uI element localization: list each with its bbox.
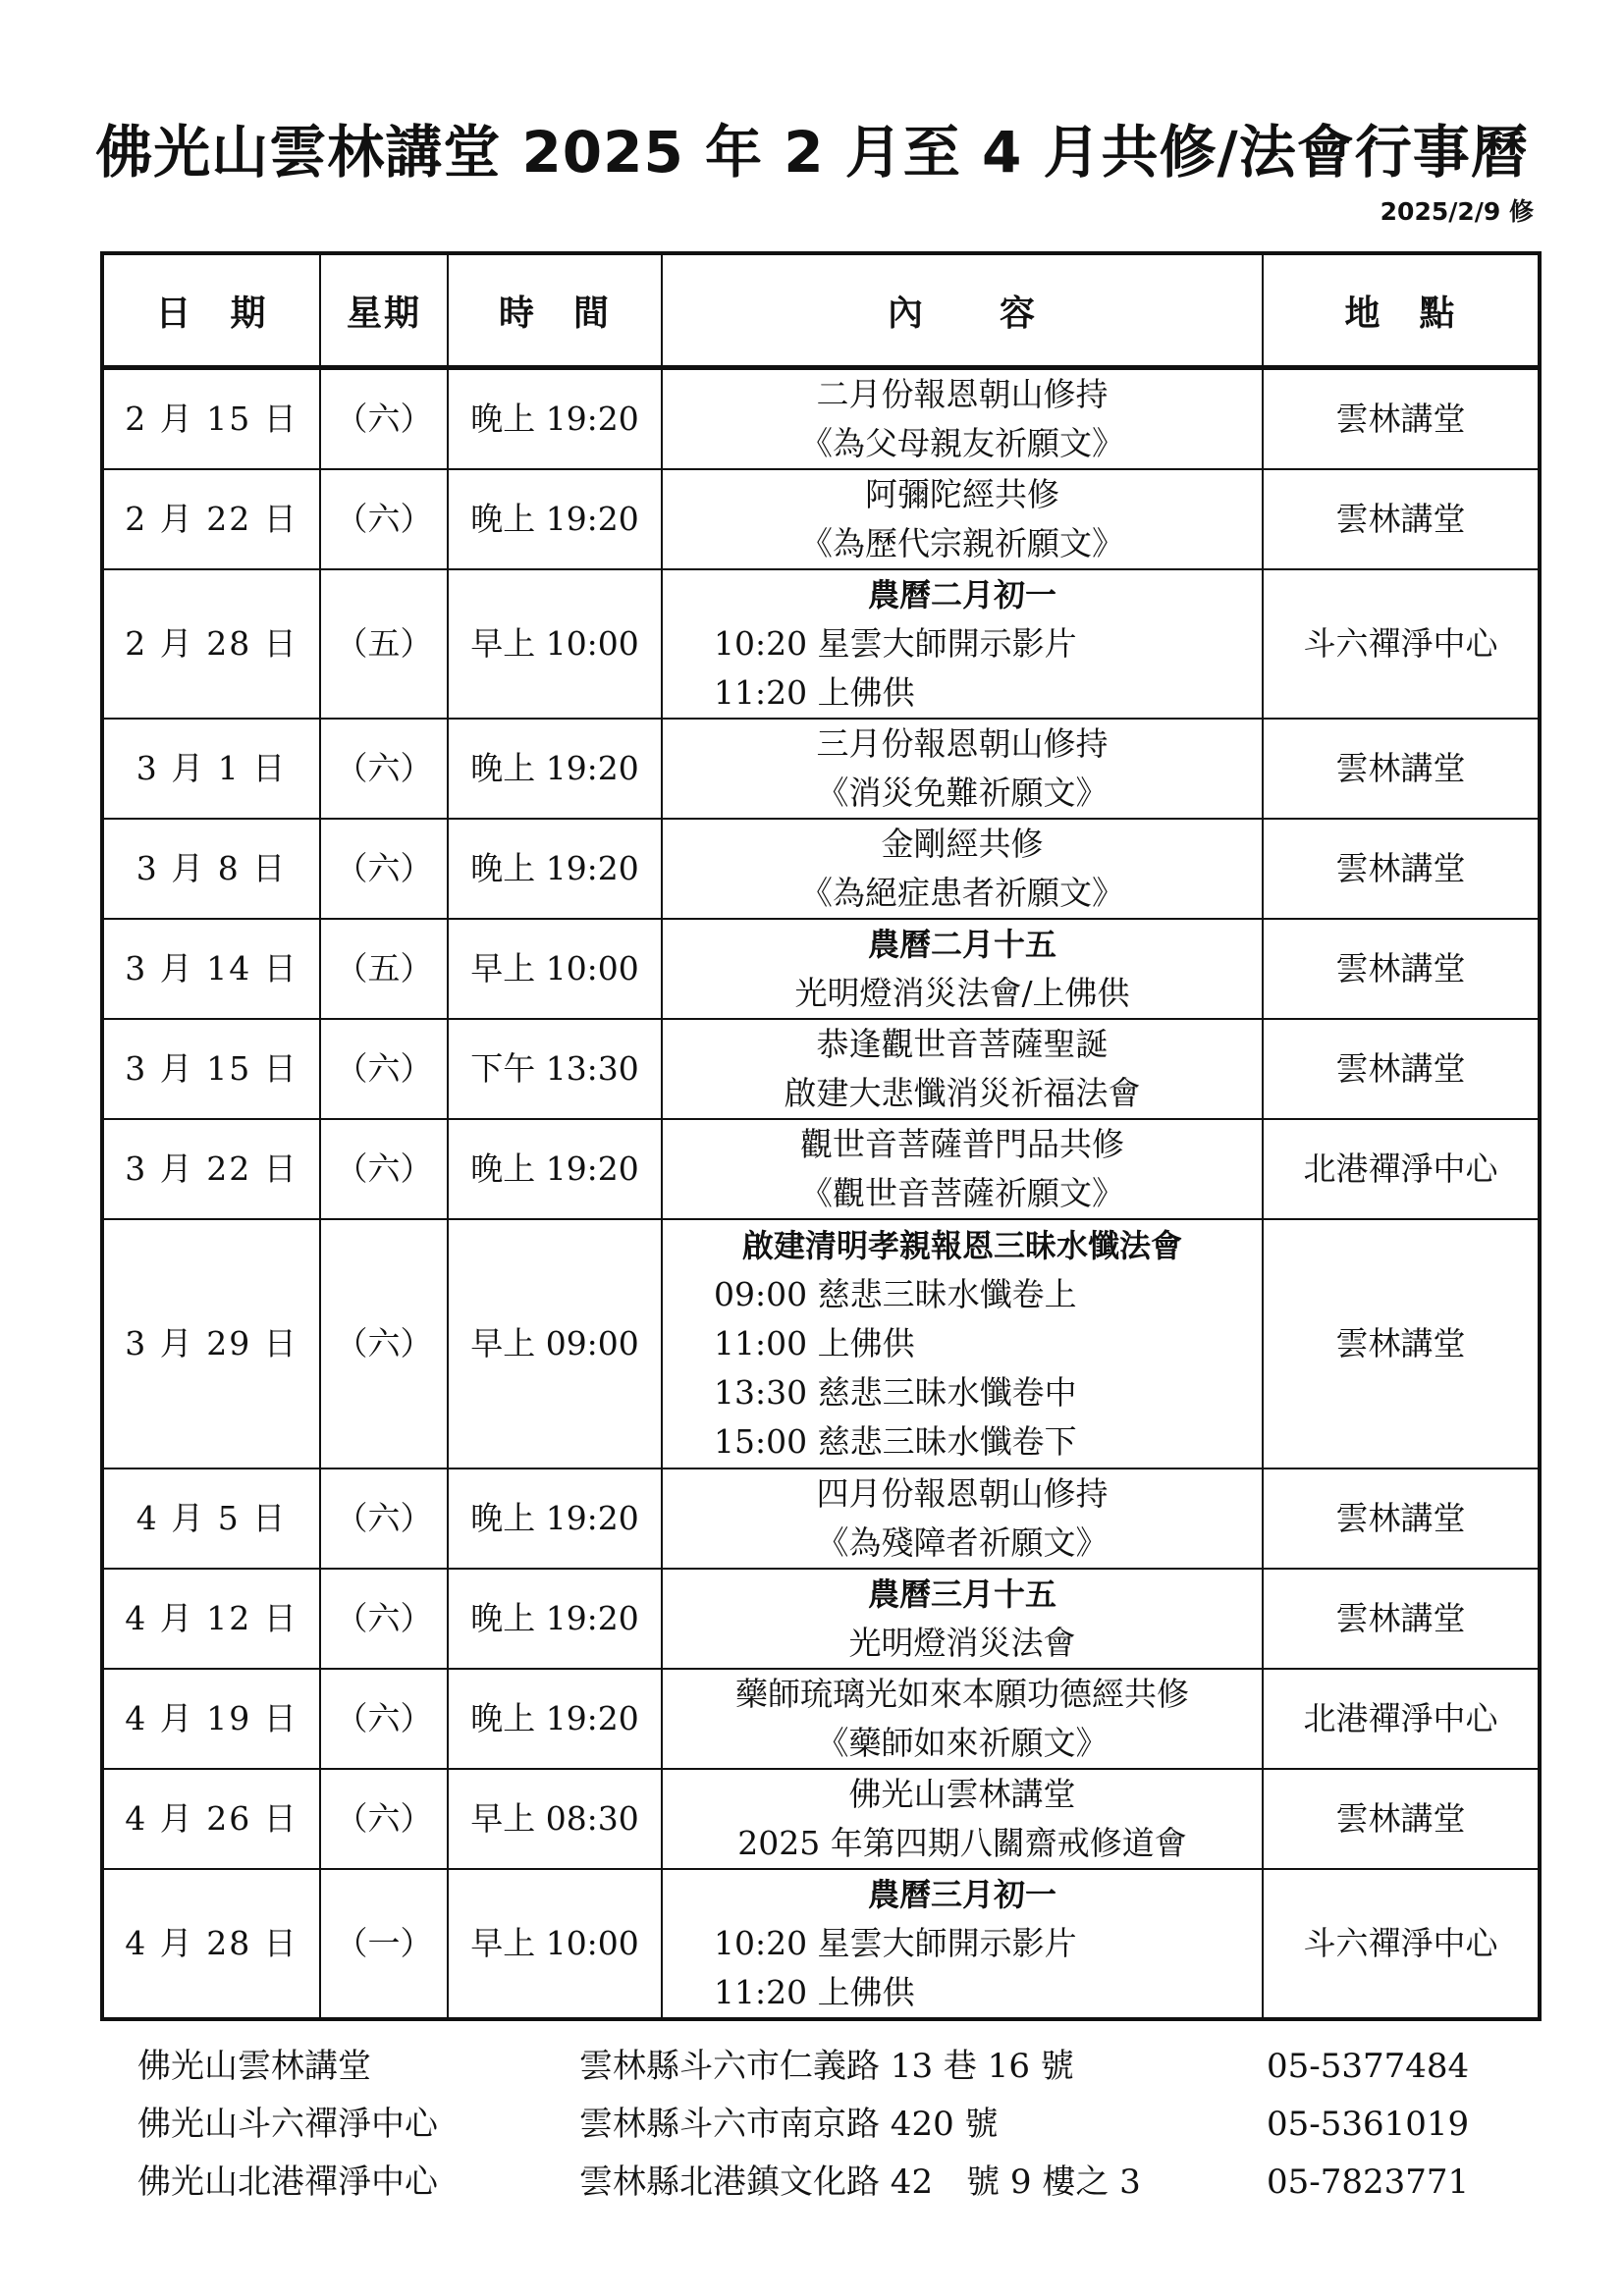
contact-name: 佛光山斗六禪淨中心	[137, 2105, 438, 2144]
row-date: 4 月 28 日	[102, 1869, 320, 2019]
row-place: 北港禪淨中心	[1263, 1669, 1540, 1769]
table-row	[102, 368, 1540, 470]
row-content	[662, 1468, 1263, 1569]
row-content	[662, 569, 1263, 719]
row-time: 晚上 19:20	[448, 1669, 662, 1769]
row-time: 早上 09:00	[448, 1219, 662, 1468]
content-line: 光明燈消災法會	[848, 1624, 1076, 1662]
content-line: 農曆三月初一	[867, 1876, 1056, 1913]
row-content	[662, 819, 1263, 919]
table-row	[102, 469, 1540, 569]
table-row	[102, 1119, 1540, 1219]
content-line: 11:20 上佛供	[714, 1973, 915, 2011]
row-date: 3 月 22 日	[102, 1119, 320, 1219]
row-weekday: （五）	[320, 569, 448, 719]
contact-phone: 05-5361019	[1267, 2105, 1470, 2144]
row-time: 早上 10:00	[448, 919, 662, 1019]
row-time: 下午 13:30	[448, 1019, 662, 1119]
table-row	[102, 1669, 1540, 1769]
row-date: 2 月 15 日	[102, 368, 320, 470]
contact-phone: 05-7823771	[1267, 2163, 1470, 2202]
content-line: 15:00 慈悲三昧水懺卷下	[714, 1422, 1077, 1461]
row-place: 斗六禪淨中心	[1263, 1869, 1540, 2019]
contact-phone: 05-5377484	[1267, 2047, 1470, 2086]
content-line: 2025 年第四期八關齋戒修道會	[737, 1824, 1187, 1862]
row-weekday: （六）	[320, 1019, 448, 1119]
row-weekday: （六）	[320, 469, 448, 569]
content-line: 農曆二月初一	[867, 576, 1056, 614]
row-content	[662, 1669, 1263, 1769]
header-time: 時 間	[448, 253, 662, 368]
content-line: 啟建清明孝親報恩三昧水懺法會	[741, 1227, 1182, 1264]
row-date: 2 月 22 日	[102, 469, 320, 569]
row-content	[662, 368, 1263, 470]
header-place: 地 點	[1263, 253, 1540, 368]
row-content	[662, 1869, 1263, 2019]
content-line: 二月份報恩朝山修持	[816, 375, 1109, 413]
row-place: 北港禪淨中心	[1263, 1119, 1540, 1219]
content-line: 啟建大悲懺消災祈福法會	[784, 1074, 1141, 1112]
row-content	[662, 1219, 1263, 1468]
row-weekday: （六）	[320, 368, 448, 470]
row-weekday: （五）	[320, 919, 448, 1019]
row-place: 斗六禪淨中心	[1263, 569, 1540, 719]
row-weekday: （一）	[320, 1869, 448, 2019]
row-time: 晚上 19:20	[448, 469, 662, 569]
content-line: 三月份報恩朝山修持	[816, 724, 1109, 763]
row-place: 雲林講堂	[1263, 1019, 1540, 1119]
contact-row	[137, 2154, 1532, 2212]
content-line: 《消災免難祈願文》	[816, 774, 1109, 812]
content-line: 10:20 星雲大師開示影片	[714, 1924, 1077, 1962]
table-row	[102, 1569, 1540, 1669]
row-date: 4 月 12 日	[102, 1569, 320, 1669]
contact-row	[137, 2038, 1532, 2096]
content-line: 11:00 上佛供	[714, 1324, 915, 1362]
row-weekday: （六）	[320, 819, 448, 919]
page-title: 佛光山雲林講堂 2025 年 2 月至 4 月共修/法會行事曆	[95, 119, 1529, 186]
table-row	[102, 919, 1540, 1019]
row-place: 雲林講堂	[1263, 919, 1540, 1019]
row-date: 3 月 14 日	[102, 919, 320, 1019]
row-date: 4 月 19 日	[102, 1669, 320, 1769]
row-time: 早上 10:00	[448, 1869, 662, 2019]
row-weekday: （六）	[320, 1468, 448, 1569]
content-line: 13:30 慈悲三昧水懺卷中	[714, 1373, 1077, 1412]
header-weekday: 星期	[320, 253, 448, 368]
schedule-table	[100, 251, 1542, 2021]
row-weekday: （六）	[320, 1569, 448, 1669]
table-row	[102, 1219, 1540, 1468]
revision-note: 2025/2/9 修	[1380, 197, 1534, 226]
content-line: 10:20 星雲大師開示影片	[714, 624, 1077, 663]
row-content	[662, 919, 1263, 1019]
content-line: 《觀世音菩薩祈願文》	[800, 1174, 1124, 1212]
row-time: 晚上 19:20	[448, 1569, 662, 1669]
content-line: 藥師琉璃光如來本願功德經共修	[735, 1675, 1189, 1713]
table-row	[102, 569, 1540, 719]
content-line: 09:00 慈悲三昧水懺卷上	[714, 1275, 1077, 1313]
row-weekday: （六）	[320, 1669, 448, 1769]
content-line: 《為父母親友祈願文》	[800, 424, 1124, 462]
contact-name: 佛光山雲林講堂	[137, 2047, 371, 2086]
header-date: 日 期	[102, 253, 320, 368]
row-content	[662, 719, 1263, 819]
row-time: 早上 08:30	[448, 1769, 662, 1869]
row-time: 晚上 19:20	[448, 368, 662, 470]
row-date: 3 月 8 日	[102, 819, 320, 919]
row-date: 3 月 15 日	[102, 1019, 320, 1119]
content-line: 《為殘障者祈願文》	[816, 1523, 1109, 1562]
row-date: 4 月 5 日	[102, 1468, 320, 1569]
content-line: 《藥師如來祈願文》	[816, 1724, 1109, 1762]
header-content: 內 容	[662, 253, 1263, 368]
table-row	[102, 819, 1540, 919]
content-line: 農曆二月十五	[867, 926, 1056, 963]
row-place: 雲林講堂	[1263, 368, 1540, 470]
content-line: 《為絕症患者祈願文》	[800, 874, 1124, 912]
row-weekday: （六）	[320, 1769, 448, 1869]
row-weekday: （六）	[320, 1219, 448, 1468]
row-time: 早上 10:00	[448, 569, 662, 719]
contact-address: 雲林縣斗六市仁義路 13 巷 16 號	[579, 2047, 1074, 2086]
row-weekday: （六）	[320, 719, 448, 819]
content-line: 恭逢觀世音菩薩聖誕	[816, 1025, 1109, 1063]
row-date: 2 月 28 日	[102, 569, 320, 719]
row-place: 雲林講堂	[1263, 1468, 1540, 1569]
row-content	[662, 1119, 1263, 1219]
content-line: 觀世音菩薩普門品共修	[800, 1125, 1124, 1163]
row-date: 3 月 29 日	[102, 1219, 320, 1468]
contact-list	[137, 2038, 1532, 2212]
content-line: 佛光山雲林講堂	[848, 1775, 1076, 1813]
table-row	[102, 1869, 1540, 2019]
header-row	[102, 253, 1540, 368]
row-place: 雲林講堂	[1263, 469, 1540, 569]
contact-row	[137, 2096, 1532, 2154]
row-place: 雲林講堂	[1263, 1769, 1540, 1869]
row-time: 晚上 19:20	[448, 1468, 662, 1569]
contact-address: 雲林縣北港鎮文化路 42 號 9 樓之 3	[579, 2163, 1141, 2202]
row-place: 雲林講堂	[1263, 1219, 1540, 1468]
row-content	[662, 1019, 1263, 1119]
row-content	[662, 1569, 1263, 1669]
content-line: 農曆三月十五	[867, 1575, 1056, 1613]
row-place: 雲林講堂	[1263, 719, 1540, 819]
row-time: 晚上 19:20	[448, 1119, 662, 1219]
row-place: 雲林講堂	[1263, 819, 1540, 919]
row-time: 晚上 19:20	[448, 819, 662, 919]
schedule-body	[102, 368, 1540, 2020]
row-date: 4 月 26 日	[102, 1769, 320, 1869]
row-content	[662, 469, 1263, 569]
content-line: 《為歷代宗親祈願文》	[800, 524, 1124, 562]
contact-name: 佛光山北港禪淨中心	[137, 2163, 438, 2202]
schedule-header	[102, 253, 1540, 368]
content-line: 光明燈消災法會/上佛供	[794, 974, 1130, 1012]
row-date: 3 月 1 日	[102, 719, 320, 819]
content-line: 金剛經共修	[881, 825, 1044, 863]
contact-address: 雲林縣斗六市南京路 420 號	[579, 2105, 999, 2144]
content-line: 11:20 上佛供	[714, 673, 915, 712]
table-row	[102, 1019, 1540, 1119]
table-row	[102, 1769, 1540, 1869]
content-line: 阿彌陀經共修	[865, 475, 1059, 513]
content-line: 四月份報恩朝山修持	[816, 1474, 1109, 1513]
row-weekday: （六）	[320, 1119, 448, 1219]
row-content	[662, 1769, 1263, 1869]
table-row	[102, 719, 1540, 819]
table-row	[102, 1468, 1540, 1569]
row-place: 雲林講堂	[1263, 1569, 1540, 1669]
row-time: 晚上 19:20	[448, 719, 662, 819]
